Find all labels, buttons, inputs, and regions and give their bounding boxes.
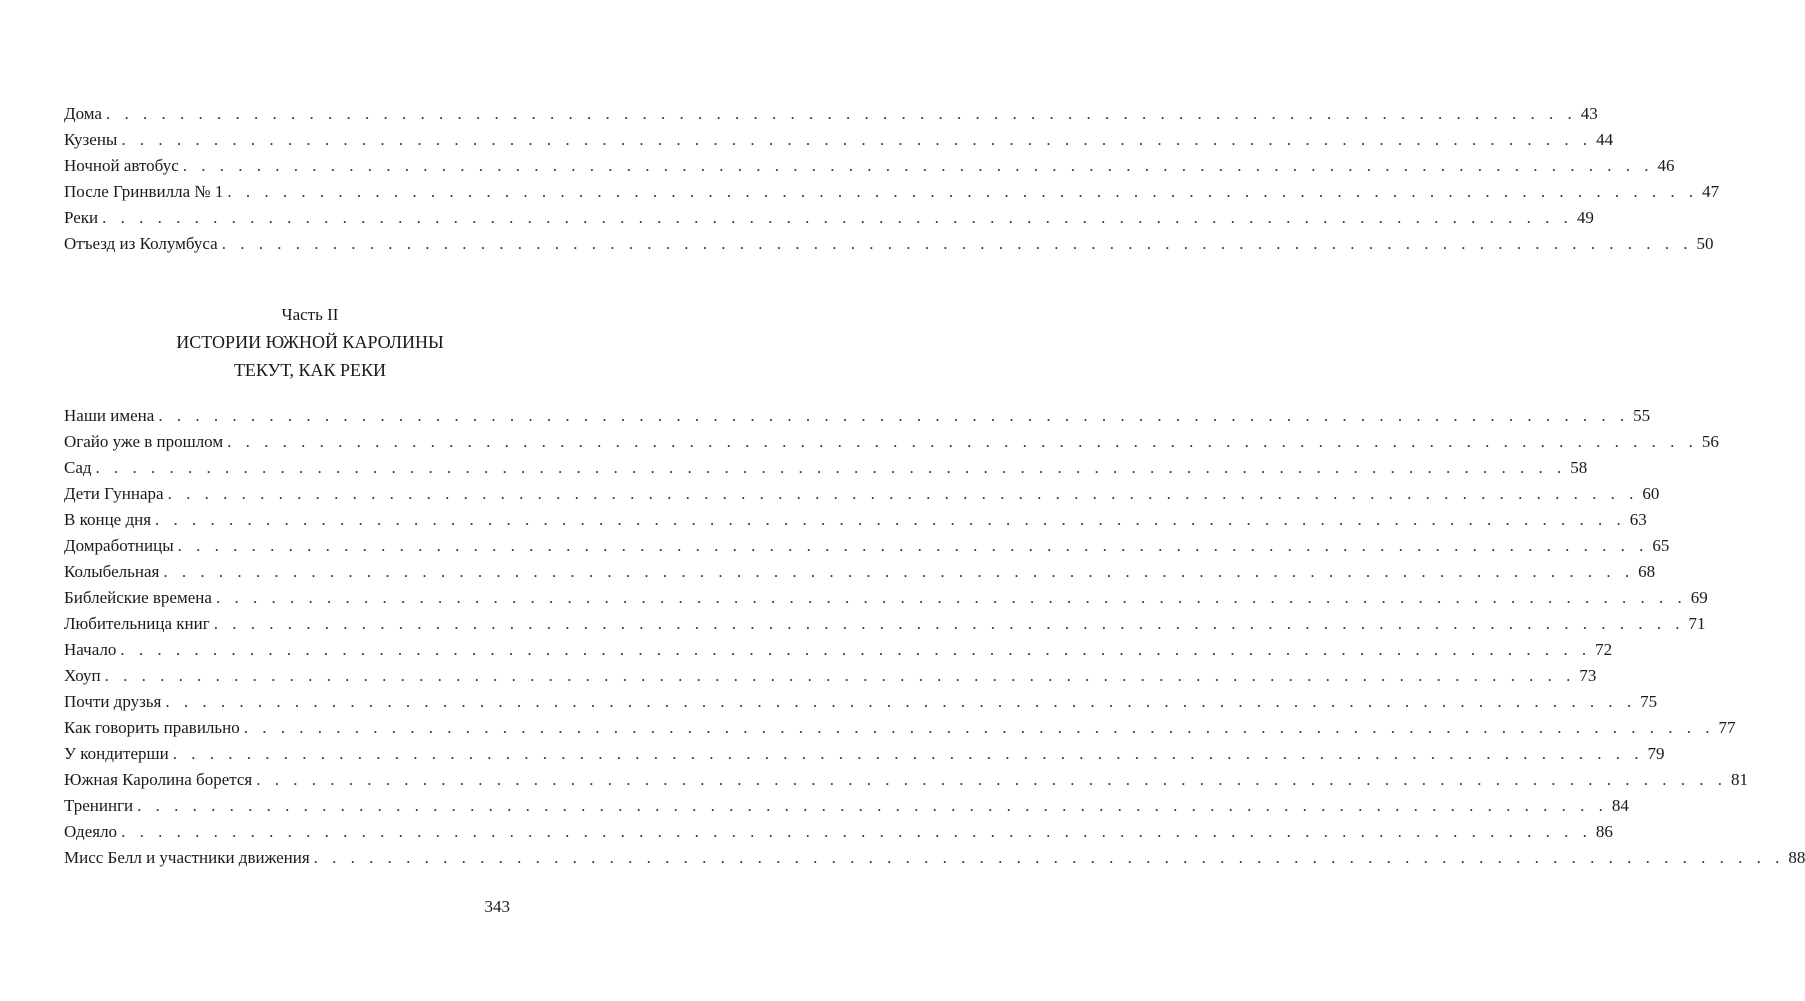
- part-title-line-2: ТЕКУТ, КАК РЕКИ: [233, 360, 387, 380]
- toc-entry-page: 56: [1701, 432, 1719, 451]
- dot-leader: . . . . . . . . . . . . . . . . . . . . . . . . . . . . . . . . . . . . . . . . . . . . . . . . . . . . . . . . . . . . . . . . . . . . . . . . . . . . . . . .: [167, 484, 1639, 503]
- toc-entry-title: Огайо уже в прошлом: [64, 432, 224, 451]
- toc-entry: [64, 637, 1613, 663]
- toc-entry-page: 81: [1731, 770, 1748, 789]
- dot-leader: . . . . . . . . . . . . . . . . . . . . . . . . . . . . . . . . . . . . . . . . . . . . . . . . . . . . . . . . . . . . . . . . . . . . . . . . . . . . . . . .: [256, 770, 1727, 789]
- toc-entry: [64, 715, 1736, 741]
- toc-list-part-two: [64, 403, 1805, 871]
- dot-leader: . . . . . . . . . . . . . . . . . . . . . . . . . . . . . . . . . . . . . . . . . . . . . . . . . . . . . . . . . . . . . . . . . . . . . . . . . . . . . . . .: [182, 156, 1654, 175]
- dot-leader: . . . . . . . . . . . . . . . . . . . . . . . . . . . . . . . . . . . . . . . . . . . . . . . . . . . . . . . . . . . . . . . . . . . . . . . . . . . . . . . .: [165, 692, 1637, 711]
- toc-entry-page: 50: [1696, 234, 1714, 253]
- toc-entry: [64, 689, 1658, 715]
- toc-entry-page: 46: [1657, 156, 1675, 175]
- toc-entry-page: 71: [1688, 614, 1706, 633]
- toc-entry-title: После Гринвилла № 1: [64, 182, 224, 201]
- toc-entry: [64, 585, 1708, 611]
- toc-entry-page: 72: [1595, 640, 1613, 659]
- toc-entry: [64, 819, 1613, 845]
- toc-list-part-one: [64, 101, 1720, 257]
- toc-entry-page: 86: [1595, 822, 1613, 841]
- toc-entry-page: 60: [1642, 484, 1660, 503]
- toc-entry: [64, 559, 1656, 585]
- toc-entry-title: Почти друзья: [64, 692, 162, 711]
- toc-entry-title: Как говорить правильно: [64, 718, 240, 737]
- toc-entry-page: 63: [1629, 510, 1647, 529]
- toc-entry-page: 55: [1633, 406, 1651, 425]
- toc-entry: [64, 663, 1597, 689]
- toc-entry-page: 88: [1788, 848, 1805, 867]
- toc-entry-page: 65: [1652, 536, 1670, 555]
- toc-entry-page: 47: [1702, 182, 1720, 201]
- dot-leader: . . . . . . . . . . . . . . . . . . . . . . . . . . . . . . . . . . . . . . . . . . . . . . . . . . . . . . . . . . . . . . . . . . . . . . . . . . . . . . . .: [313, 848, 1785, 867]
- toc-entry-title: Отъезд из Колумбуса: [64, 234, 218, 253]
- toc-entry-page: 58: [1570, 458, 1588, 477]
- page-number: 343: [484, 897, 510, 916]
- toc-entry-page: 49: [1576, 208, 1594, 227]
- dot-leader: . . . . . . . . . . . . . . . . . . . . . . . . . . . . . . . . . . . . . . . . . . . . . . . . . . . . . . . . . . . . . . . . . . . . . . . . . . . . . . . .: [158, 406, 1630, 425]
- part-title-line-1: ИСТОРИИ ЮЖНОЙ КАРОЛИНЫ: [176, 332, 444, 352]
- dot-leader: . . . . . . . . . . . . . . . . . . . . . . . . . . . . . . . . . . . . . . . . . . . . . . . . . . . . . . . . . . . . . . . . . . . . . . . . . . . . . . . .: [213, 614, 1685, 633]
- toc-entry-title: Кузены: [64, 130, 118, 149]
- toc-entry-title: Библейские времена: [64, 588, 212, 607]
- dot-leader: . . . . . . . . . . . . . . . . . . . . . . . . . . . . . . . . . . . . . . . . . . . . . . . . . . . . . . . . . . . . . . . . . . . . . . . . . . . . . . . .: [227, 432, 1698, 451]
- dot-leader: . . . . . . . . . . . . . . . . . . . . . . . . . . . . . . . . . . . . . . . . . . . . . . . . . . . . . . . . . . . . . . . . . . . . . . . . . . . . . . . .: [121, 130, 1593, 149]
- dot-leader: . . . . . . . . . . . . . . . . . . . . . . . . . . . . . . . . . . . . . . . . . . . . . . . . . . . . . . . . . . . . . . . . . . . . . . . . . . . . . . . .: [177, 536, 1649, 555]
- toc-entry-title: Колыбельная: [64, 562, 160, 581]
- dot-leader: . . . . . . . . . . . . . . . . . . . . . . . . . . . . . . . . . . . . . . . . . . . . . . . . . . . . . . . . . . . . . . . . . . . . . . . . . . . . . . . .: [155, 510, 1626, 529]
- toc-entry: [64, 429, 1719, 455]
- dot-leader: . . . . . . . . . . . . . . . . . . . . . . . . . . . . . . . . . . . . . . . . . . . . . . . . . . . . . . . . . . . . . . . . . . . . . . . . . . . . . . . .: [137, 796, 1608, 815]
- toc-entry-title: Начало: [64, 640, 117, 659]
- toc-entry-page: 75: [1640, 692, 1658, 711]
- toc-entry: [64, 741, 1665, 767]
- toc-entry: [64, 793, 1629, 819]
- toc-entry: [64, 533, 1670, 559]
- toc-entry-title: Любительница книг: [64, 614, 210, 633]
- toc-entry: [64, 179, 1720, 205]
- dot-leader: . . . . . . . . . . . . . . . . . . . . . . . . . . . . . . . . . . . . . . . . . . . . . . . . . . . . . . . . . . . . . . . . . . . . . . . . . . . . . . . .: [221, 234, 1693, 253]
- toc-entry: [64, 507, 1647, 533]
- dot-leader: . . . . . . . . . . . . . . . . . . . . . . . . . . . . . . . . . . . . . . . . . . . . . . . . . . . . . . . . . . . . . . . . . . . . . . . . . . . . . . . .: [104, 666, 1576, 685]
- toc-entry-title: Наши имена: [64, 406, 155, 425]
- dot-leader: . . . . . . . . . . . . . . . . . . . . . . . . . . . . . . . . . . . . . . . . . . . . . . . . . . . . . . . . . . . . . . . . . . . . . . . . . . . . . . . .: [227, 182, 1699, 201]
- toc-entry-title: У кондитерши: [64, 744, 169, 763]
- part-heading: [0, 302, 620, 384]
- toc-entry: [64, 481, 1660, 507]
- dot-leader: . . . . . . . . . . . . . . . . . . . . . . . . . . . . . . . . . . . . . . . . . . . . . . . . . . . . . . . . . . . . . . . . . . . . . . . . . . . . . . . .: [243, 718, 1715, 737]
- part-label: Часть II: [281, 305, 339, 324]
- toc-entry-page: 79: [1647, 744, 1665, 763]
- dot-leader: . . . . . . . . . . . . . . . . . . . . . . . . . . . . . . . . . . . . . . . . . . . . . . . . . . . . . . . . . . . . . . . . . . . . . . . . . . . . . . . .: [163, 562, 1635, 581]
- dot-leader: . . . . . . . . . . . . . . . . . . . . . . . . . . . . . . . . . . . . . . . . . . . . . . . . . . . . . . . . . . . . . . . . . . . . . . . . . . . . . . . .: [95, 458, 1567, 477]
- toc-entry: [64, 127, 1614, 153]
- toc-entry-title: Мисс Белл и участники движения: [64, 848, 310, 867]
- dot-leader: . . . . . . . . . . . . . . . . . . . . . . . . . . . . . . . . . . . . . . . . . . . . . . . . . . . . . . . . . . . . . . . . . . . . . . . . . . . . . . . .: [121, 822, 1592, 841]
- toc-entry-page: 73: [1579, 666, 1597, 685]
- toc-entry: [64, 767, 1748, 793]
- toc-entry-page: 84: [1611, 796, 1629, 815]
- dot-leader: . . . . . . . . . . . . . . . . . . . . . . . . . . . . . . . . . . . . . . . . . . . . . . . . . . . . . . . . . . . . . . . . . . . . . . . . . . . . . . . .: [172, 744, 1644, 763]
- toc-entry: [64, 455, 1588, 481]
- toc-entry-page: 69: [1690, 588, 1708, 607]
- toc-entry: [64, 153, 1675, 179]
- toc-entry: [64, 845, 1805, 871]
- toc-entry-page: 77: [1718, 718, 1736, 737]
- toc-entry-page: 68: [1638, 562, 1656, 581]
- toc-entry: [64, 611, 1706, 637]
- toc-entry-title: В конце дня: [64, 510, 152, 529]
- toc-entry: [64, 403, 1651, 429]
- toc-entry: [64, 231, 1714, 257]
- toc-entry-page: 43: [1580, 104, 1598, 123]
- dot-leader: . . . . . . . . . . . . . . . . . . . . . . . . . . . . . . . . . . . . . . . . . . . . . . . . . . . . . . . . . . . . . . . . . . . . . . . . . . . . . . . .: [215, 588, 1687, 607]
- toc-entry: [64, 205, 1594, 231]
- toc-entry-title: Тренинги: [64, 796, 134, 815]
- toc-entry-title: Одеяло: [64, 822, 118, 841]
- toc-entry-title: Сад: [64, 458, 92, 477]
- toc-entry-title: Ночной автобус: [64, 156, 179, 175]
- dot-leader: . . . . . . . . . . . . . . . . . . . . . . . . . . . . . . . . . . . . . . . . . . . . . . . . . . . . . . . . . . . . . . . . . . . . . . . . . . . . . . . .: [102, 208, 1573, 227]
- dot-leader: . . . . . . . . . . . . . . . . . . . . . . . . . . . . . . . . . . . . . . . . . . . . . . . . . . . . . . . . . . . . . . . . . . . . . . . . . . . . . . . .: [105, 104, 1577, 123]
- toc-entry-title: Реки: [64, 208, 99, 227]
- dot-leader: . . . . . . . . . . . . . . . . . . . . . . . . . . . . . . . . . . . . . . . . . . . . . . . . . . . . . . . . . . . . . . . . . . . . . . . . . . . . . . . .: [120, 640, 1592, 659]
- toc-entry: [64, 101, 1598, 127]
- toc-entry-title: Дома: [64, 104, 102, 123]
- toc-entry-title: Домработницы: [64, 536, 174, 555]
- toc-entry-title: Южная Каролина борется: [64, 770, 253, 789]
- toc-entry-title: Хоуп: [64, 666, 101, 685]
- toc-entry-title: Дети Гуннара: [64, 484, 164, 503]
- toc-entry-page: 44: [1596, 130, 1614, 149]
